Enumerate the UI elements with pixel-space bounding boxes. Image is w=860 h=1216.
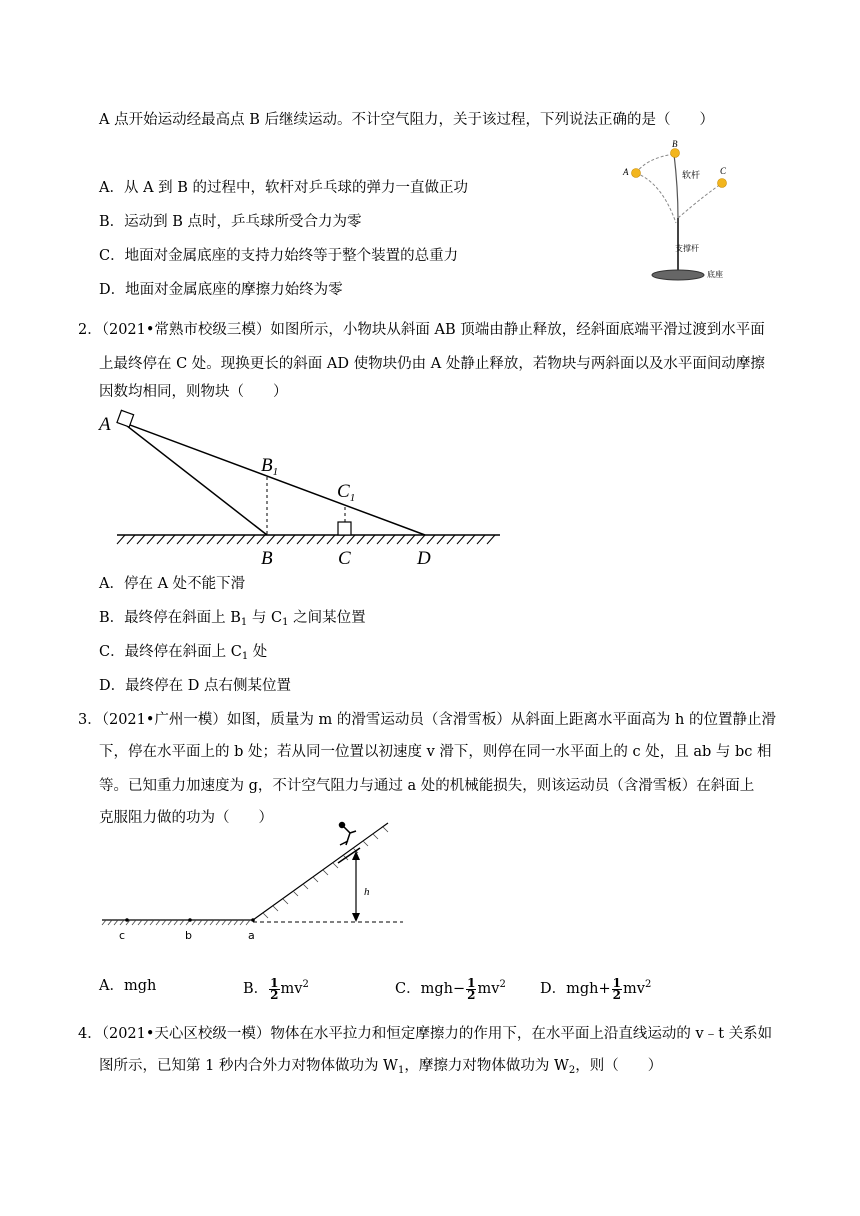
- q1-option-a: A．从 A 到 B 的过程中，软杆对乒乓球的弹力一直做正功: [99, 180, 469, 196]
- q3-option-a: A．mgh: [99, 978, 157, 994]
- q3-option-c: C．mgh− $\frac{1}{2}$ $mv^2$: [395, 975, 506, 1002]
- label-b: B: [672, 139, 678, 149]
- q2-option-c: C．最终停在斜面上 $C_1$ 处: [99, 644, 268, 662]
- q3-label-b: b: [185, 929, 192, 942]
- label-a: A: [623, 167, 629, 177]
- q1-stem: A 点开始运动经最高点 B 后继续运动。不计空气阻力，关于该过程，下列说法正确的是（ ）: [99, 112, 714, 128]
- ball-a: [632, 169, 641, 178]
- q2-figure: [95, 405, 515, 575]
- q3-label-c: c: [119, 929, 126, 942]
- q2-label-d: D: [417, 548, 431, 569]
- q4-stem-line-1: 4．（2021•天心区校级一模）物体在水平拉力和恒定摩擦力的作用下，在水平面上沿直线运动的 v﹣t 关系如: [78, 1026, 773, 1042]
- q1-option-b: B．运动到 B 点时，乒乓球所受合力为零: [99, 214, 362, 230]
- q2-label-c1: $C_1$: [337, 481, 356, 504]
- ball-b: [671, 149, 680, 158]
- label-c: C: [720, 166, 727, 176]
- q2-option-d: D．最终停在 D 点右侧某位置: [99, 678, 291, 694]
- q2-label-c: C: [338, 548, 351, 569]
- q2-stem-line-2: 上最终停在 C 处。现换更长的斜面 AD 使物块仍由 A 处静止释放，若物块与两斜面以及水平面间动摩擦: [99, 356, 765, 372]
- q2-stem-line-1: 2．（2021•常熟市校级三模）如图所示，小物块从斜面 AB 顶端由静止释放，经斜面底端平滑过渡到水平面: [78, 322, 765, 338]
- q3-stem-line-3: 等。已知重力加速度为 g，不计空气阻力与通过 a 处的机械能损失，则该运动员（含滑雪板）在斜面上: [99, 778, 755, 794]
- q3-label-a: a: [248, 929, 255, 942]
- q1-figure: [612, 138, 752, 288]
- q3-stem-line-1: 3．（2021•广州一模）如图，质量为 m 的滑雪运动员（含滑雪板）从斜面上距离水平面高为 h 的位置静止滑: [78, 712, 776, 728]
- label-base: 底座: [707, 270, 723, 279]
- q1-option-d: D．地面对金属底座的摩擦力始终为零: [99, 282, 343, 298]
- ball-c: [718, 179, 727, 188]
- q3-figure: [98, 815, 408, 945]
- q2-label-b: B: [261, 548, 273, 569]
- q1-option-c: C．地面对金属底座的支持力始终等于整个装置的总重力: [99, 248, 459, 264]
- q3-option-b: B． $\frac{1}{2}$ $mv^2$: [243, 975, 309, 1002]
- q2-label-a: A: [99, 414, 111, 435]
- q4-stem-line-2: 图所示，已知第 1 秒内合外力对物体做功为 $W_1$，摩擦力对物体做功为 $W_2$，则（ ）: [99, 1058, 663, 1076]
- q2-option-b: B．最终停在斜面上 $B_1$ 与 $C_1$ 之间某位置: [99, 610, 366, 628]
- label-soft-rod: 软杆: [682, 171, 701, 181]
- q3-stem-line-4: 克服阻力做的功为（ ）: [99, 810, 273, 826]
- q2-stem-line-3: 因数均相同，则物块（ ）: [99, 384, 288, 400]
- q3-label-h: h: [364, 886, 370, 898]
- q3-option-d: D．mgh+ $\frac{1}{2}$ $mv^2$: [540, 975, 652, 1002]
- label-support-rod: 支撑杆: [675, 244, 699, 253]
- q3-stem-line-2: 下，停在水平面上的 b 处；若从同一位置以初速度 v 滑下，则停在同一水平面上的 c 处，且 ab 与 bc 相: [99, 744, 772, 760]
- q2-option-a: A．停在 A 处不能下滑: [99, 576, 246, 592]
- q2-label-b1: $B_1$: [261, 455, 279, 478]
